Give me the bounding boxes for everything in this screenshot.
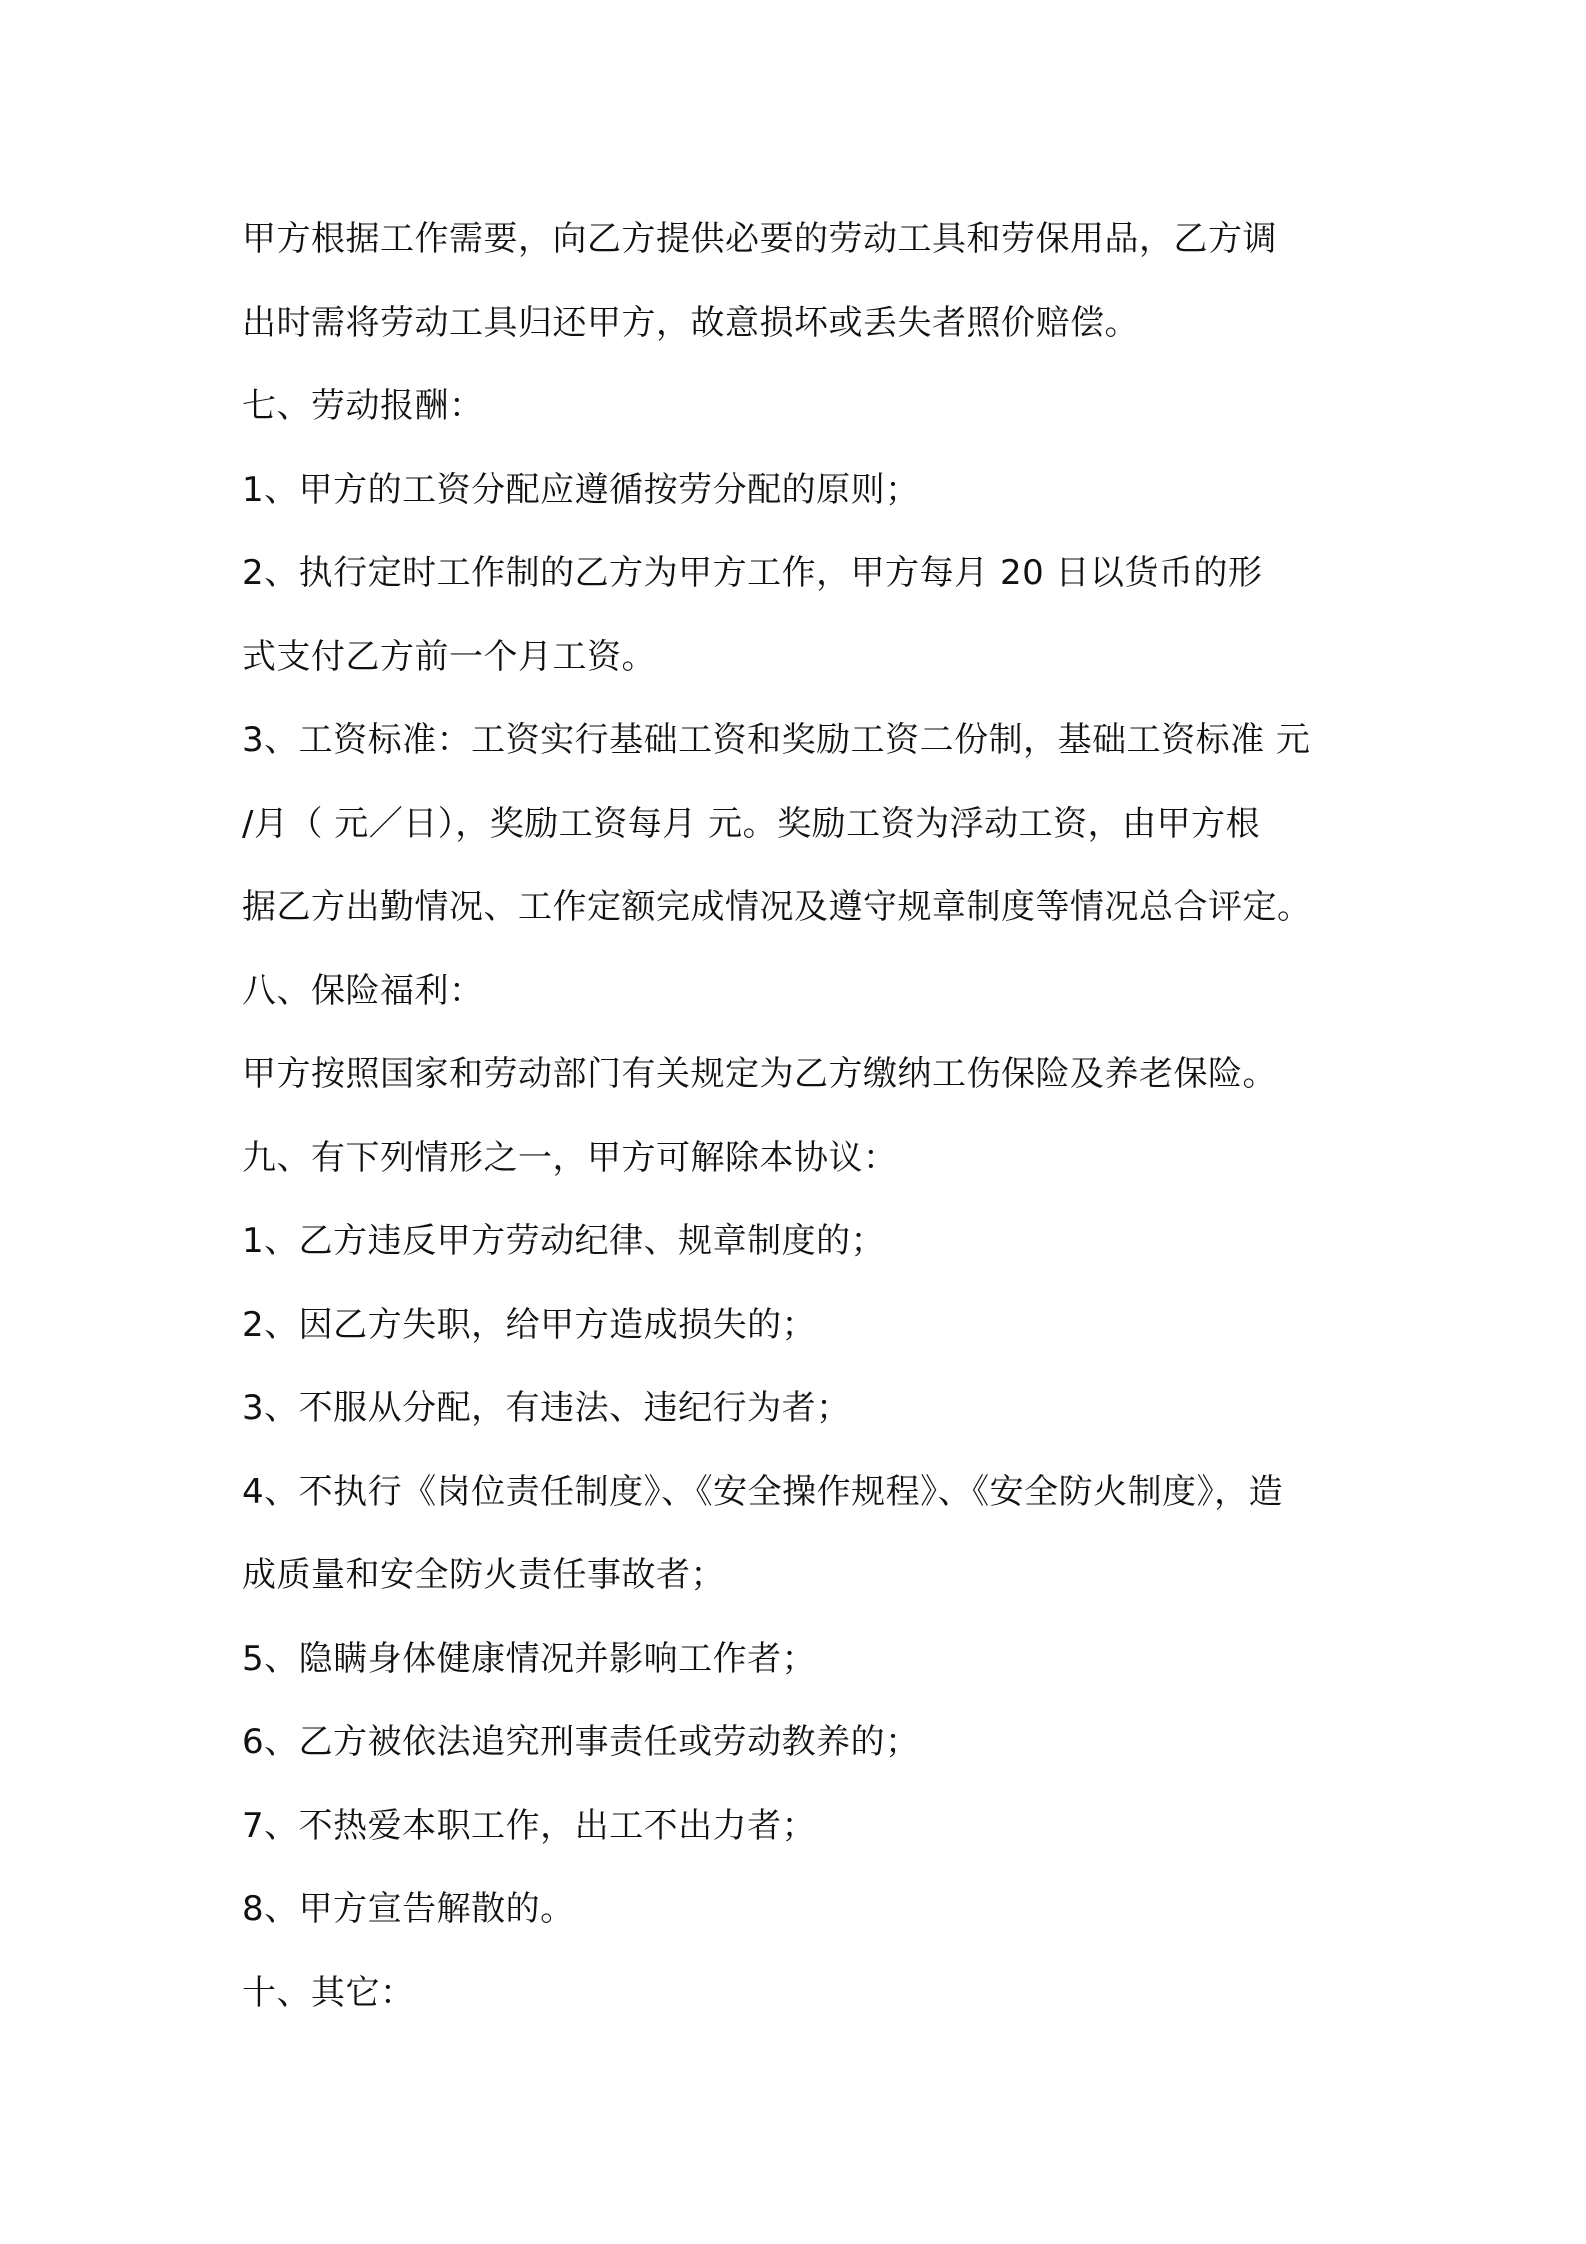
list-item-continuation: /月（ 元／日），奖励工资每月 元。奖励工资为浮动工资，由甲方根	[242, 803, 1261, 844]
paragraph-line: 出时需将劳动工具归还甲方，故意损坏或丢失者照价赔偿。	[242, 302, 1139, 343]
section-heading-8: 八、保险福利：	[242, 970, 484, 1011]
list-item: 2、因乙方失职，给甲方造成损失的；	[242, 1304, 817, 1345]
section-heading-9: 九、有下列情形之一，甲方可解除本协议：	[242, 1137, 898, 1178]
list-item: 2、执行定时工作制的乙方为甲方工作，甲方每月 20 日以货币的形	[242, 553, 1263, 593]
list-item-continuation: 式支付乙方前一个月工资。	[242, 636, 656, 677]
list-item: 8、甲方宣告解散的。	[242, 1889, 575, 1929]
paragraph-line: 甲方按照国家和劳动部门有关规定为乙方缴纳工伤保险及养老保险。	[242, 1054, 1277, 1094]
list-item: 1、甲方的工资分配应遵循按劳分配的原则；	[242, 469, 920, 510]
list-item-continuation: 成质量和安全防火责任事故者；	[242, 1555, 725, 1595]
list-item: 3、不服从分配，有违法、违纪行为者；	[242, 1388, 851, 1428]
section-heading-7: 七、劳动报酬：	[242, 386, 484, 426]
list-item: 4、不执行《岗位责任制度》、《安全操作规程》、《安全防火制度》，造	[242, 1471, 1284, 1512]
list-item-continuation: 据乙方出勤情况、工作定额完成情况及遵守规章制度等情况总合评定。	[242, 887, 1312, 927]
list-item: 6、乙方被依法追究刑事责任或劳动教养的；	[242, 1722, 920, 1762]
list-item: 7、不热爱本职工作，出工不出力者；	[242, 1805, 817, 1846]
list-item: 5、隐瞒身体健康情况并影响工作者；	[242, 1638, 817, 1679]
list-item: 1、乙方违反甲方劳动纪律、规章制度的；	[242, 1221, 886, 1261]
document-body	[242, 198, 1362, 2035]
paragraph-line: 甲方根据工作需要，向乙方提供必要的劳动工具和劳保用品，乙方调	[242, 219, 1277, 259]
list-item: 3、工资标准：工资实行基础工资和奖励工资二份制，基础工资标准 元	[242, 720, 1311, 760]
section-heading-10: 十、其它：	[242, 1972, 415, 2013]
